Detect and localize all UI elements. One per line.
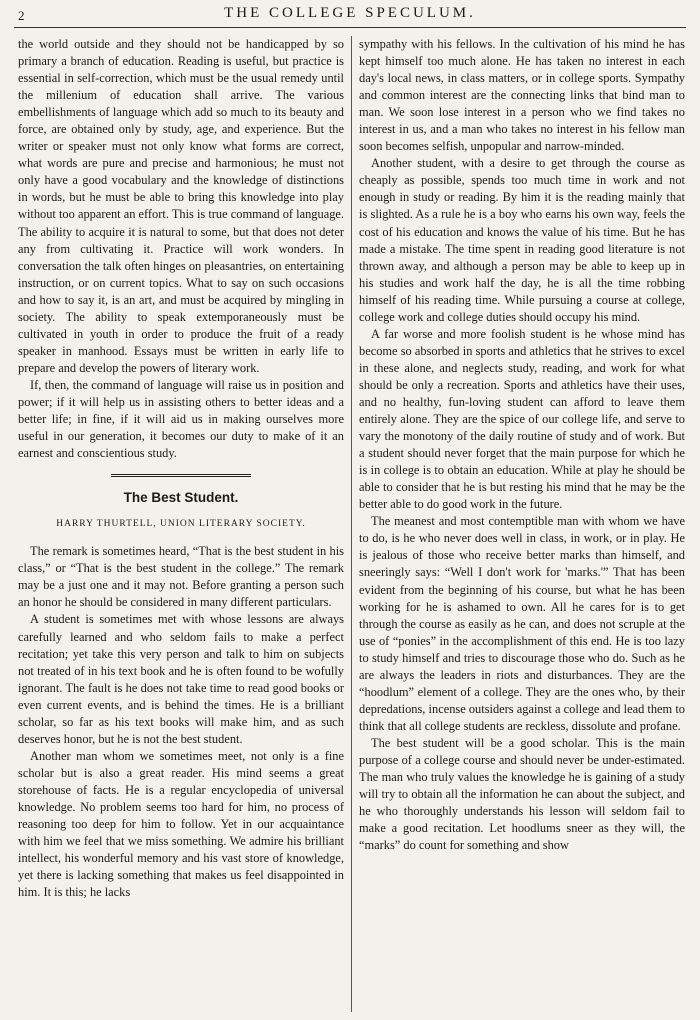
article-title: The Best Student.: [123, 490, 239, 506]
paragraph: If, then, the command of language will raise us in position and power; if it will help us in assisting others to better ideas and a better life; in fine, if it will aid us in making ourselves more useful in our generation, it becomes our duty to make of it an earnest and conscientious study.: [18, 377, 344, 461]
header-rule: [14, 27, 686, 28]
paragraph: A student is sometimes met with whose lessons are always carefully learned and who seldom fails to make a perfect recitation; yet take this very person and talk to him on subjects not treated of in his text book and he is often found to be wofully ignorant. The fault is he does not take time to read good books or even current events, and is behind the times. He is a brilliant scholar, so far as his text books will make him, and as such deserves honor, but he is not the best student.: [18, 612, 344, 746]
running-title: THE COLLEGE SPECULUM.: [224, 5, 476, 21]
column-divider: [351, 36, 352, 1012]
paragraph: the world outside and they should not be handicapped by so primary a branch of education. Reading is useful, but practice is essential in self-correction, which must be the usual remedy until the millenium of education shall arrive. The various embellishments of language which add so much to its beauty and force, are obtained only by study, age, and experience. But the writer or speaker must not only know what forms are correct, what words are pure and precise and harmonious; he must not only have a good vocabulary and the knowledge of distinctions in words, but he must be able to bring this knowledge into play without too apparent an effort. This is true command of language. The ability to acquire it is natural to some, but that does not deter any from cultivating it. Practice will work wonders. In conversation the talk often hinges on pleasantries, on entertaining instruction, or on current topics. What to say on such occasions and how to say it, is an art, and must be acquired by mingling in society. The ability to speak extemporaneously must be cultivated in youth in order to produce the fruit of a ready speaker in manhood. Essays must be written in early life to prepare and develop the powers of literary work.: [18, 37, 344, 375]
paragraph: The meanest and most contemptible man with whom we have to do, is he who never does well in class, in work, or in play. He is jealous of those who receive better marks than himself, and sneeringly says: “Well I don't work for 'marks.'” That has been evident from the beginning of his course, but what he has been working for he is ashamed to own. All he cares for is to get through the course as easily as he can, and does not scruple at the use of “ponies” in the accomplishment of this end. He is too lazy to study himself and tries to discourage those who do. Such as he are always the leaders in riots and disturbances. They are the “hoodlum” element of a college. They are the ones who, by their depredations, incense outsiders against a college and lead them to think that all college students are reckless, dissolute and profane.: [359, 514, 685, 733]
paragraph: Another man whom we sometimes meet, not only is a fine scholar but is also a great reader. His mind seems a great storehouse of facts. He is a regular encyclopedia of universal knowledge. No problem seems too hard for him, no process of reasoning too deep for him to follow. Yet in our acquaintance with him we feel that we miss something. We admire his brilliant intellect, his wonderful memory and his vast store of knowledge, yet there is lacking something that makes us feel disappointed in him. It is this; he lacks: [18, 748, 344, 900]
paragraph: Another student, with a desire to get through the course as cheaply as possible, spends too much time in work and not enough in study or reading. By him it is the reading mainly that is slighted. As a rule he is a boy who earns his own way, feels the cost of his education and knows the value of his time. But he has made a mistake. The time spent in reading good literature is not thrown away, and although a person may be able to keep up in his studies and work half the day, he is all the time robbing himself of his reading time. While pursuing a course at college, college work and college duties should occupy his mind.: [359, 156, 685, 324]
paragraph: sympathy with his fellows. In the cultivation of his mind he has kept himself too much alone. He has taken no interest in each day's local news, in class matters, or in college sports. Sympathy and common interest are the connecting links that bind man to man. We soon lose interest in a person who we find takes no interest in us, and a man who takes no interest in his fellow man soon becomes selfish, unpopular and narrow-minded.: [359, 37, 685, 154]
paragraph: The best student will be a good scholar. This is the main purpose of a college course and should never be under-estimated. The man who truly values the knowledge he is gaining of a study will try to obtain all the information he can about the subject, and he who thoroughly understands his lesson will seldom fail to make a good recitation. Let hoodlums sneer as they will, the “marks” do count for something and show: [359, 735, 685, 853]
left-column: [18, 36, 344, 1012]
right-column: [359, 36, 685, 1012]
page-header: [0, 0, 700, 30]
paragraph: The remark is sometimes heard, “That is the best student in his class,” or “That is the best student in the college.” The remark may be a just one and it may not. Before granting a person such an honor he should be considered in many different particulars.: [18, 544, 344, 610]
article-byline: HARRY THURTELL, UNION LITERARY SOCIETY.: [56, 519, 306, 530]
paragraph: A far worse and more foolish student is he whose mind has become so absorbed in sports and athletics that he strives to excel in these alone, and neglects study, reading, and work for what should be only a recreation. Sports and athletics have their uses, and no healthy, fun-loving student can afford to leave them entirely alone. They are the spice of our college life, and serve to vary the monotony of the daily routine of study and of work. But a student should never forget that the main purpose for which he is in college is to obtain an education. While at play he should be able to consider that he is but resting his mind that he may be the better able to do good work in the future.: [359, 326, 685, 512]
page-number: 2: [18, 8, 25, 23]
section-separator: [111, 474, 251, 480]
